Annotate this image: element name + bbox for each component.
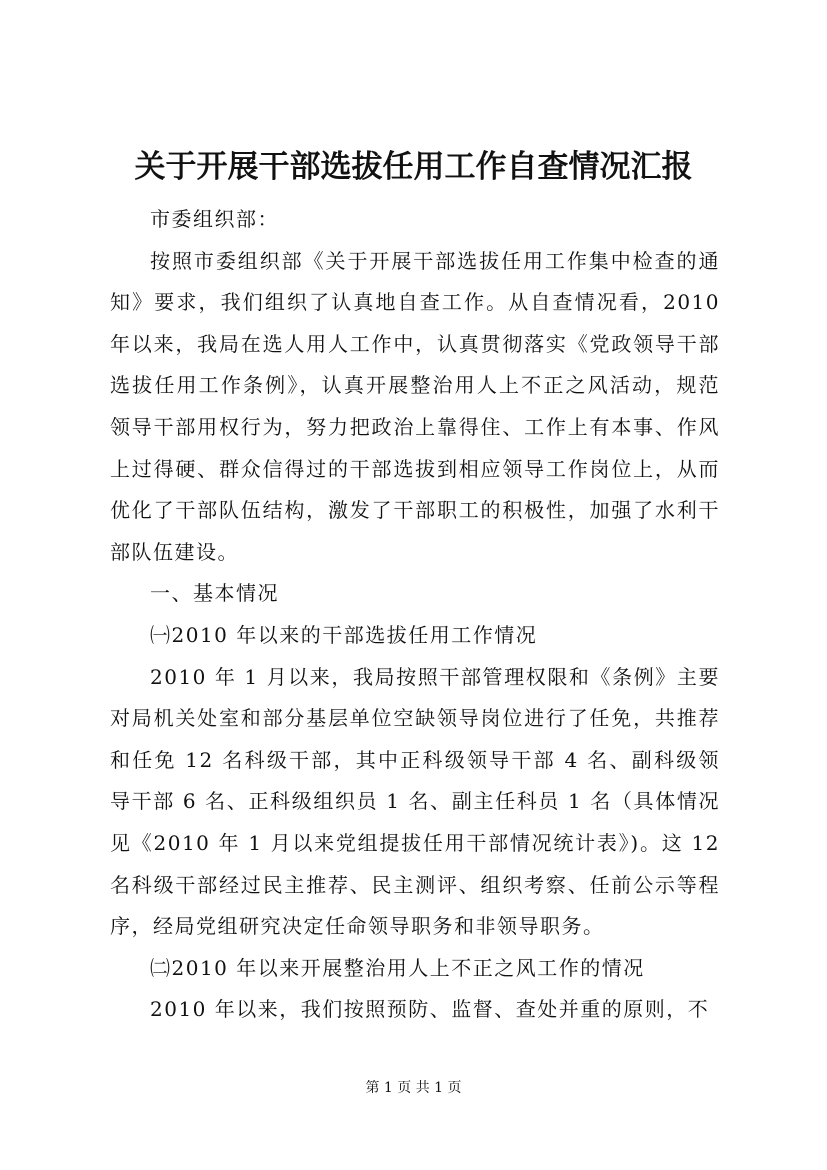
paragraph-selection: 2010 年 1 月以来，我局按照干部管理权限和《条例》主要对局机关处室和部分基层单位空缺领导岗位进行了任免，共推荐和任免 12 名科级干部，其中正科级领导干部 4 名、副科级领导干部 6 名、正科级组织员 1 名、副主任科员 1 名（具体情况见《2010 年 1 月以来党组提拔任用干部情况统计表》)。这 12 名科级干部经过民主推荐、民主测评、组织考察、任前公示等程序，经局党组研究决定任命领导职务和非领导职务。	[110, 664, 720, 939]
paragraph-rectification: 2010 年以来，我们按照预防、监督、查处并重的原则，不	[150, 997, 710, 1022]
subsection-heading-1: ㈠2010 年以来的干部选拔任用工作情况	[150, 622, 538, 647]
page-footer: 第 1 页 共 1 页	[365, 1080, 462, 1096]
document-title: 关于开展干部选拔任用工作自查情况汇报	[134, 149, 693, 185]
document-body	[110, 199, 720, 1031]
paragraph-intro: 按照市委组织部《关于开展干部选拔任用工作集中检查的通知》要求，我们组织了认真地自查工作。从自查情况看，2010年以来，我局在选人用人工作中，认真贯彻落实《党政领导干部选拔任用工作条例》，认真开展整治用人上不正之风活动，规范领导干部用权行为，努力把政治上靠得住、工作上有本事、作风上过得硬、群众信得过的干部选拔到相应领导工作岗位上，从而优化了干部队伍结构，激发了干部职工的积极性，加强了水利干部队伍建设。	[110, 248, 720, 564]
section-heading-basic: 一、基本情况	[150, 581, 279, 606]
salutation: 市委组织部：	[150, 207, 279, 231]
subsection-heading-2: ㈡2010 年以来开展整治用人上不正之风工作的情况	[150, 955, 645, 980]
